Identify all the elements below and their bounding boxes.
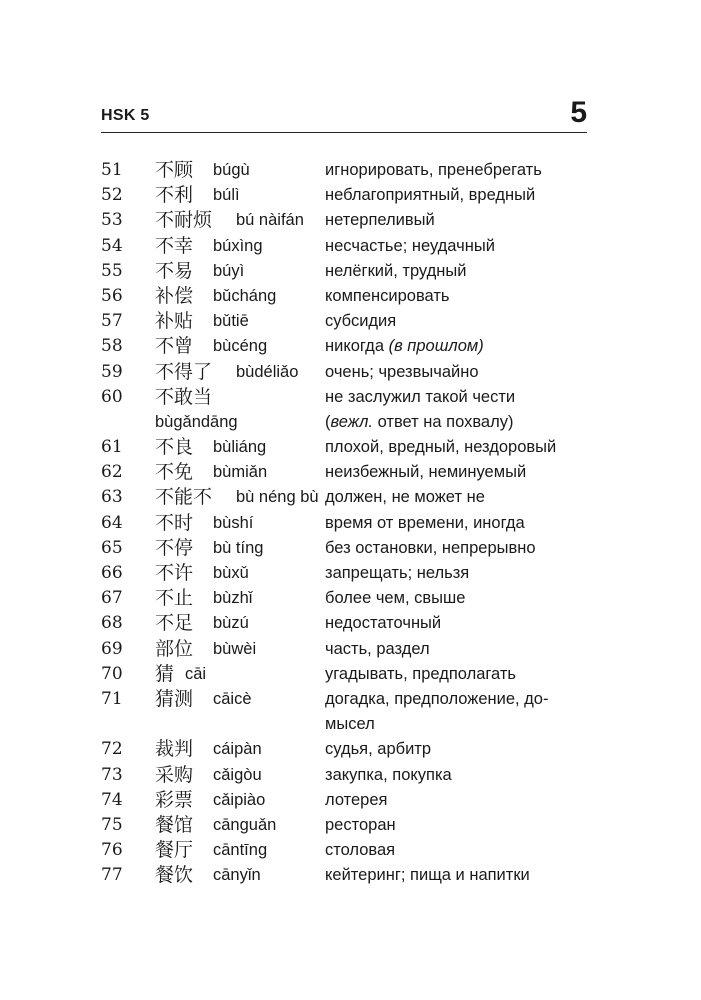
entry-translation: нетерпеливый: [325, 211, 435, 230]
entry-translation: игнорировать, пренебрегать: [325, 161, 542, 179]
entry-translation: не заслужил такой чести: [325, 387, 516, 406]
entry-hanzi: 猜: [155, 662, 175, 685]
entry-number: 69: [101, 638, 123, 659]
vocab-entry: [101, 813, 589, 838]
entry-line: [101, 637, 589, 662]
vocab-entry: [101, 536, 589, 561]
entry-line: [101, 360, 589, 385]
entry-line: [101, 763, 589, 788]
entry-line: [101, 586, 589, 611]
entry-pinyin: bú nàifán: [236, 211, 304, 230]
entry-translation: нелёгкий, трудный: [325, 261, 467, 280]
entry-pinyin: bùdéliǎo: [236, 362, 299, 381]
entry-translation: запрещать; нельзя: [325, 564, 470, 582]
entry-number: 53: [101, 210, 123, 231]
entry-hanzi: 裁判: [155, 738, 194, 761]
entry-pinyin: cǎigòu: [213, 765, 262, 784]
entry-pinyin: búgù: [213, 161, 250, 179]
vocab-entry: [101, 863, 589, 888]
entry-number: 62: [101, 462, 123, 483]
entry-hanzi: 不免: [155, 461, 194, 484]
vocab-entry: [101, 460, 589, 485]
page-header: [101, 96, 587, 133]
entry-translation: более чем, свыше: [325, 589, 466, 608]
entry-pinyin: cāi: [185, 664, 207, 683]
entry-hanzi: 不许: [155, 562, 194, 584]
entry-hanzi: 不耐烦: [155, 209, 213, 232]
entry-line: [101, 662, 589, 687]
translation-note: вежл.: [330, 412, 373, 431]
vocab-entry: [101, 309, 589, 334]
entry-number: 67: [101, 588, 123, 609]
entry-pinyin: bùzhǐ: [213, 589, 253, 608]
vocab-entry: [101, 259, 589, 284]
entry-line: [101, 460, 589, 485]
entry-number: 57: [101, 311, 123, 332]
entry-line: [101, 687, 589, 712]
vocab-entry: [101, 485, 589, 510]
entry-translation-continued: мысел: [325, 715, 375, 734]
entry-line: [101, 309, 589, 334]
entry-hanzi: 彩票: [155, 788, 194, 811]
entry-pinyin: cānguǎn: [213, 815, 277, 834]
entry-pinyin: bùmiǎn: [213, 463, 268, 482]
vocab-entry: [101, 511, 589, 536]
entry-line: [101, 158, 589, 183]
entry-line: [101, 485, 589, 510]
vocab-entry: [101, 234, 589, 259]
entry-number: 70: [101, 663, 123, 684]
entry-line: [101, 334, 589, 359]
entry-line: [101, 259, 589, 284]
entry-hanzi: 不止: [155, 587, 194, 610]
entry-translation: компенсировать: [325, 286, 450, 305]
entry-number: 60: [101, 386, 123, 407]
translation-text: ответ на похвалу): [372, 412, 514, 431]
entry-pinyin: bùxǔ: [213, 564, 249, 582]
entry-hanzi: 不足: [155, 612, 194, 635]
vocab-entry: [101, 334, 589, 359]
entry-pinyin: bù tíng: [213, 538, 264, 557]
vocab-entry: [101, 158, 589, 183]
entry-line: [101, 208, 589, 233]
entry-hanzi: 不良: [155, 436, 194, 459]
entry-line: [101, 435, 589, 460]
entry-number: 66: [101, 563, 123, 583]
entry-number: 55: [101, 260, 123, 281]
entry-translation: закупка, покупка: [325, 765, 452, 784]
entry-hanzi: 餐馆: [155, 813, 194, 836]
entry-translation: столовая: [325, 841, 396, 860]
entry-number: 65: [101, 537, 123, 558]
entry-translation-continued: (вежл. ответ на похвалу): [325, 412, 514, 431]
entry-translation: плохой, вредный, нездоровый: [325, 438, 557, 457]
entry-number: 76: [101, 840, 123, 861]
entry-number: 68: [101, 613, 123, 634]
entry-hanzi: 补偿: [155, 284, 194, 307]
entry-number: 64: [101, 512, 123, 533]
entry-number: 59: [101, 361, 123, 382]
entry-hanzi: 采购: [155, 763, 194, 786]
vocab-entry: [101, 183, 589, 208]
entry-hanzi: 不曾: [155, 335, 194, 358]
entry-pinyin: cāicè: [213, 689, 252, 708]
entry-pinyin: bùcéng: [213, 337, 268, 356]
vocab-entry: [101, 838, 589, 863]
vocabulary-list: [101, 158, 589, 888]
entry-number: 72: [101, 739, 123, 760]
vocab-entry: [101, 385, 589, 435]
entry-pinyin: bǔtiē: [213, 312, 249, 331]
entry-line: [101, 561, 589, 586]
entry-translation: без остановки, непрерывно: [325, 538, 536, 557]
entry-line: [101, 838, 589, 863]
entry-number: 52: [101, 185, 123, 206]
entry-translation: лотерея: [325, 790, 388, 809]
vocab-entry: [101, 561, 589, 586]
entry-pinyin: búyì: [213, 261, 245, 280]
translation-text: никогда: [325, 337, 384, 356]
entry-translation: ресторан: [325, 815, 396, 834]
entry-hanzi: 不时: [155, 511, 194, 534]
entry-pinyin: cāntīng: [213, 841, 268, 860]
vocab-entry: [101, 435, 589, 460]
vocab-entry: [101, 662, 589, 687]
entry-pinyin: bùgǎndāng: [155, 412, 238, 431]
entry-pinyin: bù néng bù: [236, 488, 319, 507]
entry-number: 54: [101, 235, 123, 256]
entry-hanzi: 不能不: [155, 486, 213, 509]
entry-pinyin: bǔcháng: [213, 286, 277, 305]
entry-translation: кейтеринг; пища и напитки: [325, 866, 530, 885]
entry-hanzi: 不敢当: [155, 385, 213, 408]
entry-hanzi: 补贴: [155, 310, 194, 333]
entry-translation: часть, раздел: [325, 639, 430, 658]
entry-translation: время от времени, иногда: [325, 513, 525, 532]
entry-number: 63: [101, 487, 123, 508]
entry-line: [101, 234, 589, 259]
entry-line: [101, 183, 589, 208]
entry-pinyin: cáipàn: [213, 740, 262, 759]
entry-pinyin: bùwèi: [213, 639, 257, 658]
entry-line: [101, 536, 589, 561]
entry-pinyin: bùzú: [213, 614, 249, 633]
entry-number: 51: [101, 160, 123, 180]
entry-translation: догадка, предположение, до-: [325, 689, 549, 708]
entry-translation: несчастье; неудачный: [325, 236, 495, 255]
entry-pinyin: cǎipiào: [213, 790, 266, 809]
entry-translation: субсидия: [325, 312, 397, 331]
entry-translation: неблагоприятный, вредный: [325, 186, 536, 205]
entry-line: [101, 712, 589, 737]
entry-hanzi: 不易: [155, 259, 194, 282]
entry-pinyin: bùshí: [213, 513, 254, 532]
entry-number: 75: [101, 814, 123, 835]
entry-pinyin: búlì: [213, 186, 240, 205]
level-number: 5: [570, 96, 587, 129]
entry-translation: судья, арбитр: [325, 740, 432, 759]
book-title: HSK 5: [101, 107, 150, 124]
entry-number: 77: [101, 865, 123, 886]
entry-line: [101, 737, 589, 762]
entry-translation: очень; чрезвычайно: [325, 362, 479, 381]
entry-line: [101, 863, 589, 888]
entry-hanzi: 餐厅: [155, 839, 194, 862]
vocab-entry: [101, 687, 589, 737]
entry-number: 71: [101, 688, 123, 709]
vocab-entry: [101, 788, 589, 813]
entry-translation: угадывать, предполагать: [325, 664, 517, 683]
entry-number: 74: [101, 789, 123, 810]
entry-pinyin: bùliáng: [213, 438, 267, 457]
vocab-entry: [101, 586, 589, 611]
entry-hanzi: 不利: [155, 184, 194, 207]
entry-number: 73: [101, 764, 123, 785]
entry-hanzi: 猜测: [155, 687, 194, 710]
entry-pinyin: cānyǐn: [213, 866, 261, 885]
entry-number: 58: [101, 336, 123, 357]
entry-line: [101, 611, 589, 636]
vocab-entry: [101, 737, 589, 762]
entry-hanzi: 不停: [155, 536, 194, 559]
entry-translation: неизбежный, неминуемый: [325, 463, 527, 482]
entry-line: [101, 813, 589, 838]
entry-hanzi: 部位: [155, 637, 194, 660]
entry-pinyin: búxìng: [213, 236, 263, 255]
entry-number: 61: [101, 437, 123, 458]
vocab-entry: [101, 360, 589, 385]
vocab-entry: [101, 208, 589, 233]
vocab-entry: [101, 763, 589, 788]
entry-translation: недостаточный: [325, 614, 442, 633]
translation-note: (в прошлом): [388, 337, 484, 356]
entry-number: 56: [101, 285, 123, 306]
entry-line: [101, 284, 589, 309]
entry-hanzi: 不得了: [155, 360, 213, 383]
entry-line: [101, 511, 589, 536]
entry-line: [101, 410, 589, 435]
entry-line: [101, 385, 589, 410]
entry-hanzi: 不顾: [155, 159, 194, 181]
vocab-entry: [101, 637, 589, 662]
vocab-entry: [101, 284, 589, 309]
entry-line: [101, 788, 589, 813]
entry-hanzi: 餐饮: [155, 864, 194, 887]
entry-translation: должен, не может не: [325, 488, 485, 507]
entry-translation: [325, 334, 484, 359]
entry-hanzi: 不幸: [155, 234, 194, 257]
vocab-entry: [101, 611, 589, 636]
